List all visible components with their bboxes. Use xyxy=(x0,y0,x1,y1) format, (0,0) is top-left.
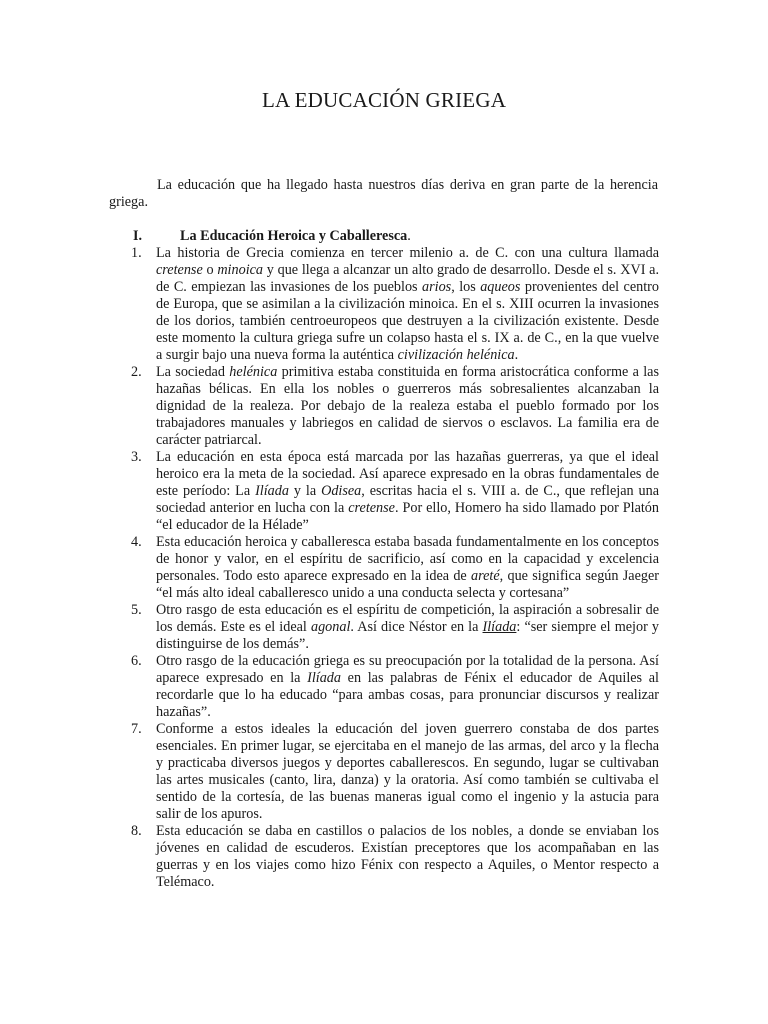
section-title xyxy=(180,228,411,245)
list-item xyxy=(0,602,768,653)
numbered-list xyxy=(0,245,768,891)
text-run: La sociedad xyxy=(156,364,230,380)
text-run: y que llega a alcanzar un alto grado de desarrollo. Desde el s. XVI a. de C. empiezan las invasiones de los pueblos xyxy=(156,262,659,295)
italic-text-run: arios xyxy=(422,279,452,295)
text-run: : “ser siempre el mejor y distinguirse de los demás”. xyxy=(156,619,659,652)
list-item xyxy=(0,721,768,823)
italic-text-run: Odisea xyxy=(321,483,362,499)
italic-text-run: agonal xyxy=(310,619,351,635)
text-run: provenientes del centro de Europa, que se asimilan a la civilización minoica. En el s. XIII ocurren la invasiones de los dorios, también centroeuropeos que destruyen a la civilización existente. Desde este momento la cultura griega sufre un colapso hasta el s. IX a. de C., en la que vuelve a surgir bajo una nueva forma la auténtica xyxy=(156,279,659,363)
list-item-text xyxy=(156,245,659,364)
list-item-number: 2. xyxy=(131,364,142,380)
list-item xyxy=(0,245,768,364)
italic-text-run: minoica xyxy=(217,262,264,278)
list-item-text xyxy=(156,534,659,602)
list-item-text xyxy=(156,653,659,721)
text-run: Otro rasgo de esta educación es el espíritu de competición, la aspiración a sobresalir de los demás. Este es el ideal xyxy=(156,602,659,635)
list-item-text xyxy=(156,602,659,653)
text-run: . Por ello, Homero ha sido llamado por Platón “el educador de la Hélade” xyxy=(156,500,659,533)
list-item-text xyxy=(156,823,659,891)
list-item-number: 1. xyxy=(131,245,142,261)
italic-text-run: civilización helénica xyxy=(397,347,515,363)
text-run: Esta educación heroica y caballeresca estaba basada fundamentalmente en los conceptos de honor y valor, en el espíritu de sacrificio, así como en la capacidad y excelencia personales. Todo esto aparece expresado en la idea de xyxy=(156,534,659,584)
italic-text-run: aqueos xyxy=(480,279,521,295)
italic-text-run: helénica xyxy=(229,364,278,380)
list-item-number: 8. xyxy=(131,823,142,839)
italic-text-run: areté xyxy=(471,568,500,584)
list-item-number: 7. xyxy=(131,721,142,737)
text-run: . xyxy=(514,347,519,363)
list-item-number: 3. xyxy=(131,449,142,465)
text-run: y la xyxy=(288,483,322,499)
list-item-text xyxy=(156,721,659,823)
italic-text-run: Ilíada xyxy=(307,670,341,686)
text-run: , los xyxy=(451,279,481,295)
section-title-period: . xyxy=(407,228,411,244)
text-run: o xyxy=(202,262,218,278)
text-run: , que significa según Jaeger “el más alto ideal caballeresco unido a una conducta selecta y cortesana” xyxy=(156,568,659,601)
list-item-text xyxy=(156,364,659,449)
italic-text-run: cretense xyxy=(156,262,203,278)
list-item xyxy=(0,534,768,602)
italic-text-run: Ilíada xyxy=(482,619,517,635)
text-run: Otro rasgo de la educación griega es su preocupación por la totalidad de la persona. Así aparece expresado en la xyxy=(156,653,659,686)
text-run: La historia de Grecia comienza en tercer milenio a. de C. con una cultura llamada xyxy=(156,245,659,261)
list-item xyxy=(0,653,768,721)
italic-text-run: cretense xyxy=(348,500,395,516)
document-title: LA EDUCACIÓN GRIEGA xyxy=(261,88,507,112)
section-title-text: La Educación Heroica y Caballeresca xyxy=(180,228,408,244)
list-item-number: 6. xyxy=(131,653,142,669)
section-number: I. xyxy=(133,228,143,244)
text-run: primitiva estaba constituida en forma aristocrática conforme a las hazañas bélicas. En ella los nobles o guerreros más sobresalientes alcanzaban la dignidad de la realeza. Por debajo de la realeza estaba el pueblo formado por los trabajadores manuales y labriegos en calidad de siervos o esclavos. La familia era de carácter patriarcal. xyxy=(156,364,659,448)
list-item-number: 4. xyxy=(131,534,142,550)
text-run: La educación en esta época está marcada por las hazañas guerreras, ya que el ideal heroico era la meta de la sociedad. Así aparece expresado en la obras fundamentales de este período: La xyxy=(156,449,659,499)
list-item xyxy=(0,449,768,534)
text-run: , escritas hacia el s. VIII a. de C., que reflejan una sociedad anterior en lucha con la xyxy=(156,483,659,516)
text-run: Conforme a estos ideales la educación del joven guerrero constaba de dos partes esenciales. En primer lugar, se ejercitaba en el manejo de las armas, del arco y la flecha y practicaba diversos juegos y deportes caballerescos. En segundo, lugar se cultivaban las artes musicales (canto, lira, danza) y la oratoria. Así como también se cultivaba el sentido de la cortesía, de las buenas maneras igual como el ingenio y la astucia para salir de los apuros. xyxy=(156,721,659,822)
text-run: . Así dice Néstor en la xyxy=(350,619,483,635)
text-run: Esta educación se daba en castillos o palacios de los nobles, a donde se enviaban los jóvenes en calidad de escuderos. Existían preceptores que los acompañaban en las guerras y en los viajes como hizo Fénix con respecto a Aquiles, o Mentor respecto a Telémaco. xyxy=(156,823,659,890)
list-item xyxy=(0,364,768,449)
list-item xyxy=(0,823,768,891)
list-item-number: 5. xyxy=(131,602,142,618)
list-item-text xyxy=(156,449,659,534)
italic-text-run: Ilíada xyxy=(255,483,289,499)
text-run: en las palabras de Fénix el educador de Aquiles al recordarle que lo ha educado “para ambas cosas, para pronunciar discursos y realizar hazañas”. xyxy=(156,670,659,720)
intro-paragraph: La educación que ha llegado hasta nuestros días deriva en gran parte de la herencia griega. xyxy=(109,177,658,210)
